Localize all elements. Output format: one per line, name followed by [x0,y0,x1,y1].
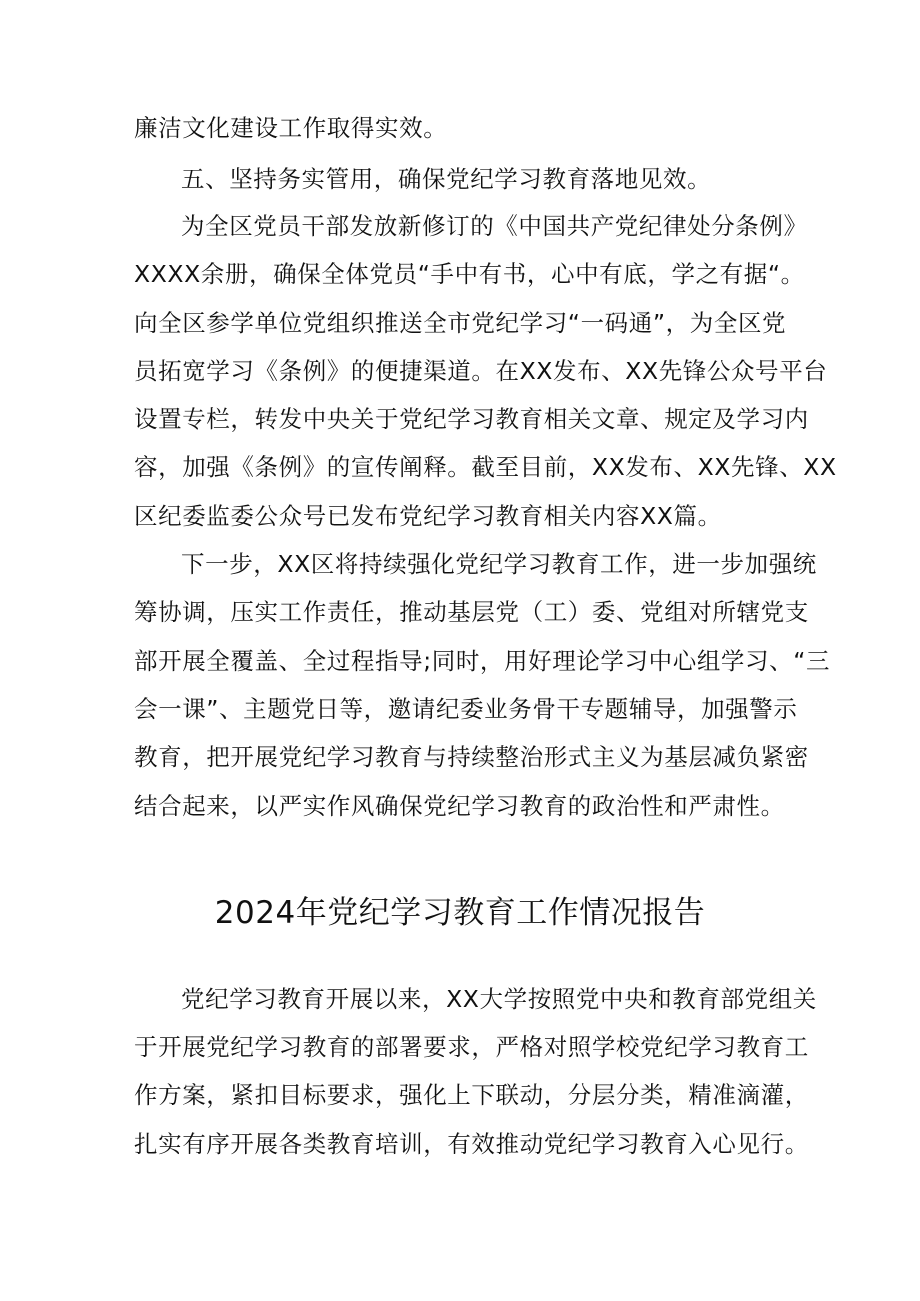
text-line: 为全区党员干部发放新修订的《中国共产党纪律处分条例》 [181,212,808,240]
report-title: 2024年党纪学习教育工作情况报告 [214,895,706,931]
text-line: 结合起来，以严实作风确保党纪学习教育的政治性和严肃性。 [134,792,785,820]
text-line: 员拓宽学习《条例》的便捷渠道。在XX发布、XX先锋公众号平台 [134,357,828,385]
text-line: 作方案，紧扣目标要求，强化上下联动，分层分类，精准滴灌， [134,1081,809,1109]
text-line: 于开展党纪学习教育的部署要求，严格对照学校党纪学习教育工 [134,1033,809,1061]
text-line: 向全区参学单位党组织推送全市党纪学习“一码通”，为全区党 [134,309,787,337]
text-line: 设置专栏，转发中央关于党纪学习教育相关文章、规定及学习内 [134,405,809,433]
text-line: 教育，把开展党纪学习教育与持续整治形式主义为基层减负紧密 [134,743,809,771]
text-line: 区纪委监委公众号已发布党纪学习教育相关内容XX篇。 [134,502,722,530]
text-line: XXXX余册，确保全体党员“手中有书，心中有底，学之有据“。 [134,260,805,288]
text-line: 会一课”、主题党日等，邀请纪委业务骨干专题辅导，加强警示 [134,695,798,723]
text-line: 扎实有序开展各类教育培训，有效推动党纪学习教育入心见行。 [134,1130,809,1158]
text-line: 下一步，XX区将持续强化党纪学习教育工作，进一步加强统 [181,550,817,578]
text-line: 筹协调，压实工作责任，推动基层党（工）委、党组对所辖党支 [134,598,809,626]
text-line: 廉洁文化建设工作取得实效。 [134,114,448,142]
text-line: 党纪学习教育开展以来，XX大学按照党中央和教育部党组关 [181,985,817,1013]
section-heading: 五、坚持务实管用，确保党纪学习教育落地见效。 [181,165,712,193]
text-line: 部开展全覆盖、全过程指导;同时，用好理论学习中心组学习、“三 [134,647,831,675]
text-line: 容，加强《条例》的宣传阐释。截至目前，XX发布、XX先锋、XX [134,453,837,481]
